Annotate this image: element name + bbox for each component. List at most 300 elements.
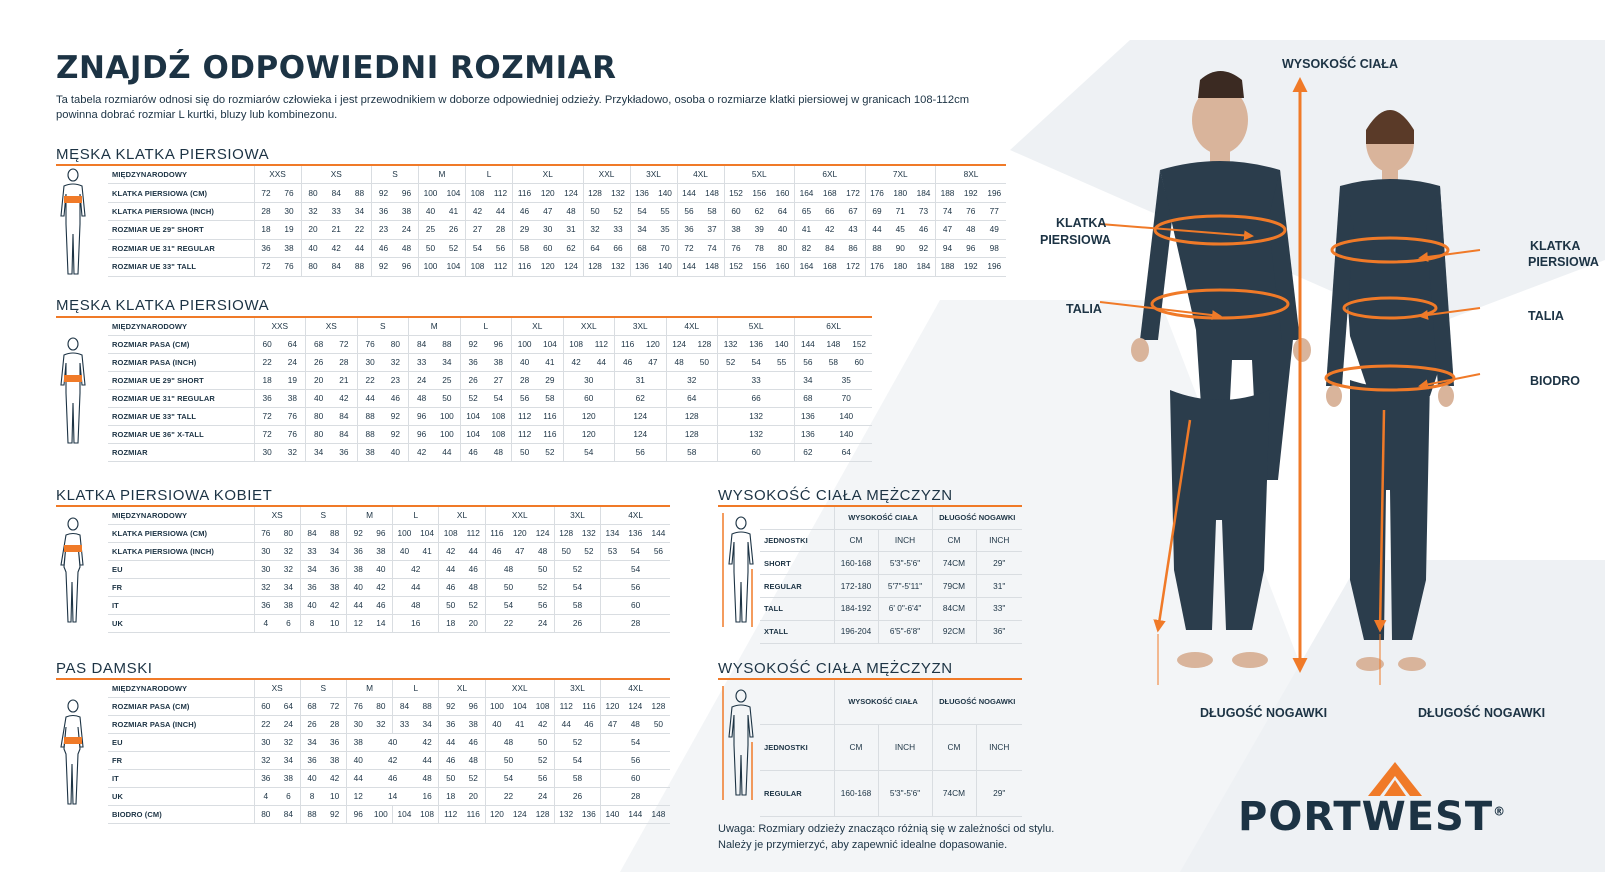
table-cell: 132 — [718, 426, 795, 444]
table-cell: 46 — [383, 390, 409, 408]
table-cell: 42 — [409, 444, 435, 462]
table-cell: 40 — [370, 734, 416, 752]
table-cell: 108 — [466, 184, 490, 202]
table-cell: 108 — [466, 258, 490, 276]
table-cell: 54 — [466, 239, 490, 257]
table-cell: 50 — [512, 444, 538, 462]
row-label: ROZMIAR UE 33" TALL — [108, 408, 254, 426]
table-cell: 31" — [976, 575, 1022, 598]
table-cell: 34 — [306, 444, 332, 462]
table-cell: 48 — [395, 239, 419, 257]
table-row — [56, 354, 872, 372]
row-label: XTALL — [760, 620, 834, 643]
table-cell: 49 — [983, 221, 1007, 239]
table-cell: 34 — [277, 752, 300, 770]
table-cell: 22 — [357, 372, 383, 390]
table-row — [718, 724, 1022, 770]
table-cell: 5'3"-5'6" — [878, 770, 932, 816]
table-cell: 26 — [554, 788, 600, 806]
table-cell: 50 — [439, 597, 462, 615]
table-cell: 132 — [718, 408, 795, 426]
table-cell: 32 — [666, 372, 718, 390]
table-cell: 26 — [442, 221, 466, 239]
table-cell: 148 — [701, 184, 725, 202]
table-cell: 54 — [486, 390, 512, 408]
size-header: S — [357, 318, 409, 336]
table-cell: 16 — [393, 615, 439, 633]
size-header: 5XL — [718, 318, 795, 336]
table-cell: 36 — [254, 239, 278, 257]
table-cell: 48 — [560, 202, 584, 220]
figure-cell — [718, 680, 760, 816]
table-cell: 74CM — [932, 770, 976, 816]
table-cell: 40 — [419, 202, 443, 220]
table-cell: 54 — [601, 734, 670, 752]
table-cell: 92 — [383, 408, 409, 426]
table-cell: 42 — [323, 770, 346, 788]
table-cell: 144 — [677, 184, 701, 202]
table-cell: 54 — [743, 354, 769, 372]
table-cell: 160 — [771, 184, 795, 202]
size-header: XXL — [563, 318, 615, 336]
table-cell: 124 — [624, 698, 647, 716]
table-cell: 6 — [277, 788, 300, 806]
sub-header: JEDNOSTKI — [760, 724, 834, 770]
table-cell: 116 — [462, 806, 485, 824]
table-cell: 152 — [724, 258, 748, 276]
table-row — [718, 770, 1022, 816]
table-cell: 30 — [254, 734, 277, 752]
table-cell: 50 — [419, 239, 443, 257]
table-cell: 55 — [654, 202, 678, 220]
table-cell: 28 — [601, 615, 670, 633]
table-cell: 84 — [277, 806, 300, 824]
table-cell: 44 — [357, 390, 383, 408]
table-cell: 62 — [615, 390, 667, 408]
table-cell: 76 — [724, 239, 748, 257]
size-header: XL — [439, 507, 485, 525]
row-label: ROZMIAR UE 29" SHORT — [108, 221, 254, 239]
table-cell: 42 — [370, 579, 393, 597]
table-cell: 84 — [325, 258, 349, 276]
table-row — [718, 529, 1022, 552]
table-cell: 156 — [748, 258, 772, 276]
group-header: DŁUGOŚĆ NOGAWKI — [932, 680, 1022, 724]
table-cell: 96 — [370, 525, 393, 543]
intro-text: Ta tabela rozmiarów odnosi się do rozmiarów człowieka i jest przewodnikiem w doborze odpowiedniej odzieży. Przykładowo, osoba o rozmiarze klatki piersiowej w granicach 108-112cm powinna dobrać rozmiar L kurtki, bluzy lub kombinezonu. — [56, 94, 970, 121]
table-cell: 18 — [439, 615, 462, 633]
table-cell: 100 — [485, 698, 508, 716]
table-cell: 20 — [301, 221, 325, 239]
table-cell: 30 — [254, 561, 277, 579]
table-cell: 29" — [976, 552, 1022, 575]
table-cell: 112 — [439, 806, 462, 824]
table-cell: 58 — [554, 770, 600, 788]
table-cell: 12 — [346, 788, 369, 806]
size-header: M — [346, 680, 392, 698]
size-header: XXL — [485, 680, 554, 698]
table-cell: 44 — [462, 543, 485, 561]
table-cell: 71 — [889, 202, 913, 220]
table-cell: 128 — [692, 336, 718, 354]
table-cell: 86 — [842, 239, 866, 257]
table-cell: 36 — [372, 202, 396, 220]
table-cell: 19 — [280, 372, 306, 390]
table-cell: 58 — [513, 239, 537, 257]
table-cell: 30 — [254, 543, 277, 561]
table-cell: 39 — [748, 221, 772, 239]
table-row — [56, 221, 1006, 239]
table-cell: 104 — [537, 336, 563, 354]
table-cell: 48 — [624, 716, 647, 734]
table-cell: 78 — [748, 239, 772, 257]
table-cell: 56 — [489, 239, 513, 257]
table-cell: 30 — [563, 372, 615, 390]
table-cell: 96 — [346, 806, 369, 824]
table-cell: 92CM — [932, 620, 976, 643]
table-cell: 72 — [677, 239, 701, 257]
table-cell: 100 — [434, 408, 460, 426]
table-cell: 37 — [701, 221, 725, 239]
row-label: EU — [108, 561, 254, 579]
table-cell: 60 — [254, 698, 277, 716]
table-cell: 18 — [439, 788, 462, 806]
table-cell: 168 — [818, 184, 842, 202]
brand-name: PORTWEST — [1238, 794, 1494, 840]
table-cell: 160-168 — [834, 552, 878, 575]
table-cell: 144 — [624, 806, 647, 824]
table-cell: 52 — [462, 770, 485, 788]
table-cell: 21 — [331, 372, 357, 390]
table-cell: 64 — [280, 336, 306, 354]
table-cell: 48 — [393, 597, 439, 615]
table2-title: MĘSKA KLATKA PIERSIOWA — [56, 297, 270, 314]
size-header: XL — [439, 680, 485, 698]
sub-header: CM — [932, 529, 976, 552]
table-cell: 160-168 — [834, 770, 878, 816]
table-cell: 31 — [560, 221, 584, 239]
table-cell: 176 — [865, 184, 889, 202]
table-cell: 52 — [554, 734, 600, 752]
table-cell: 4 — [254, 615, 277, 633]
row-label: KLATKA PIERSIOWA (INCH) — [108, 202, 254, 220]
table-cell: 104 — [442, 184, 466, 202]
table-cell: 40 — [370, 561, 393, 579]
table-cell: 80 — [771, 239, 795, 257]
header-label: MIĘDZYNARODOWY — [108, 318, 254, 336]
callout-hip-right: BIODRO — [1530, 374, 1580, 388]
table-cell: 40 — [300, 597, 323, 615]
table-cell: 52 — [537, 444, 563, 462]
table-cell: 80 — [301, 184, 325, 202]
size-header: XS — [306, 318, 358, 336]
table-cell: 42 — [439, 543, 462, 561]
table-cell: 74CM — [932, 552, 976, 575]
table-cell: 33 — [607, 221, 631, 239]
table-cell: 112 — [554, 698, 577, 716]
table-cell: 30 — [536, 221, 560, 239]
table-cell: 69 — [865, 202, 889, 220]
table-cell: 128 — [666, 426, 718, 444]
table-cell: 64 — [771, 202, 795, 220]
row-label: ROZMIAR UE 31" REGULAR — [108, 390, 254, 408]
table-cell: 46 — [460, 444, 486, 462]
table-cell: 41 — [416, 543, 439, 561]
table-cell: 50 — [647, 716, 670, 734]
table-cell: 42 — [563, 354, 589, 372]
table-cell: 144 — [647, 525, 670, 543]
male-silhouette-icon — [56, 166, 90, 276]
table-cell: 84 — [300, 525, 323, 543]
table-cell: 128 — [583, 258, 607, 276]
table5-title: WYSOKOŚĆ CIAŁA MĘŻCZYZN — [718, 487, 953, 504]
table-cell: 152 — [724, 184, 748, 202]
size-header: XXL — [583, 166, 630, 184]
table-cell: 172-180 — [834, 575, 878, 598]
table-cell: 36 — [323, 734, 346, 752]
table-cell: 96 — [409, 408, 435, 426]
table-row — [56, 372, 872, 390]
table-cell: 132 — [578, 525, 601, 543]
table-cell: 20 — [462, 788, 485, 806]
blank-cell — [760, 680, 834, 724]
table-cell: 47 — [536, 202, 560, 220]
table-cell: 140 — [654, 258, 678, 276]
table-cell: 62 — [560, 239, 584, 257]
table-cell: 44 — [346, 597, 369, 615]
table-cell: 184-192 — [834, 597, 878, 620]
table-cell: 52 — [578, 543, 601, 561]
table-cell: 28 — [331, 354, 357, 372]
table-cell: 42 — [818, 221, 842, 239]
table-cell: 44 — [434, 444, 460, 462]
table-cell: 44 — [439, 734, 462, 752]
fit-note: Uwaga: Rozmiary odzieży znacząco różnią się w zależności od stylu. Należy je przymierzyć, aby zapewnić idealne dopasowanie. — [718, 823, 1055, 851]
table-cell: 54 — [630, 202, 654, 220]
table-cell: 84 — [331, 408, 357, 426]
table-cell: 4 — [254, 788, 277, 806]
table-cell: 128 — [583, 184, 607, 202]
table-cell: 26 — [554, 615, 600, 633]
table-cell: 44 — [348, 239, 372, 257]
table-cell: 8 — [300, 788, 323, 806]
sub-header: INCH — [976, 529, 1022, 552]
blank-cell — [760, 507, 834, 529]
table-cell: 56 — [512, 390, 538, 408]
table-cell: 46 — [462, 561, 485, 579]
row-label: KLATKA PIERSIOWA (INCH) — [108, 543, 254, 561]
size-header: XL — [513, 166, 584, 184]
table-row — [56, 239, 1006, 257]
table-cell: 28 — [254, 202, 278, 220]
size-header: 4XL — [601, 680, 670, 698]
table-cell: 124 — [615, 426, 667, 444]
table-cell: 5'7"-5'11" — [878, 575, 932, 598]
table-cell: 100 — [512, 336, 538, 354]
table-cell: 38 — [357, 444, 383, 462]
size-header: 4XL — [677, 166, 724, 184]
table-cell: 36 — [460, 354, 486, 372]
mens-height-table-2 — [718, 678, 1022, 817]
table-cell: 66 — [718, 390, 795, 408]
table-cell: 124 — [560, 258, 584, 276]
size-header: S — [300, 507, 346, 525]
table-cell: 192 — [959, 258, 983, 276]
table-cell: 184 — [912, 184, 936, 202]
table-cell: 148 — [701, 258, 725, 276]
table-cell: 22 — [485, 615, 531, 633]
size-header: 3XL — [630, 166, 677, 184]
table-row — [56, 336, 872, 354]
table-cell: 98 — [983, 239, 1007, 257]
table-cell: 116 — [485, 525, 508, 543]
table-cell: 56 — [601, 579, 670, 597]
table-cell: 80 — [277, 525, 300, 543]
table-cell: 36 — [254, 597, 277, 615]
table-cell: 34 — [795, 372, 821, 390]
table-cell: 34 — [300, 734, 323, 752]
table-cell: 120 — [536, 258, 560, 276]
table-cell: 60 — [601, 597, 670, 615]
table-cell: 140 — [821, 426, 873, 444]
table-cell: 48 — [486, 444, 512, 462]
table-cell: 134 — [601, 525, 624, 543]
table-cell: 104 — [393, 806, 416, 824]
table-cell: 36 — [254, 770, 277, 788]
size-header: 3XL — [615, 318, 667, 336]
group-header: DŁUGOŚĆ NOGAWKI — [932, 507, 1022, 529]
table-row — [56, 202, 1006, 220]
table-cell: 29" — [976, 770, 1022, 816]
size-header: L — [466, 166, 513, 184]
table-row — [56, 258, 1006, 276]
table-cell: 52 — [460, 390, 486, 408]
table-cell: 68 — [300, 698, 323, 716]
table-cell: 64 — [277, 698, 300, 716]
table-cell: 116 — [615, 336, 641, 354]
table-row — [718, 552, 1022, 575]
table-cell: 56 — [601, 752, 670, 770]
table-cell: 76 — [280, 408, 306, 426]
table-cell: 12 — [346, 615, 369, 633]
table-cell: 96 — [395, 258, 419, 276]
table-cell: 168 — [818, 258, 842, 276]
table-cell: 48 — [485, 561, 531, 579]
table-cell: 24 — [280, 354, 306, 372]
table-cell: 96 — [395, 184, 419, 202]
table-cell: 24 — [409, 372, 435, 390]
table-cell: 50 — [485, 752, 531, 770]
row-label: ROZMIAR UE 31" REGULAR — [108, 239, 254, 257]
table-cell: 72 — [254, 426, 280, 444]
row-label: UK — [108, 615, 254, 633]
male-silhouette-icon — [56, 335, 90, 445]
table-cell: 33 — [393, 716, 416, 734]
table-cell: 92 — [372, 258, 396, 276]
row-label: ROZMIAR — [108, 444, 254, 462]
table-cell: 62 — [795, 444, 821, 462]
table-cell: 136 — [630, 184, 654, 202]
womens-chest-table — [56, 505, 670, 633]
table-cell: 32 — [301, 202, 325, 220]
table-cell: 33 — [718, 372, 795, 390]
table-row — [718, 597, 1022, 620]
size-header: 3XL — [554, 507, 600, 525]
table-cell: 50 — [485, 579, 531, 597]
table-cell: 34 — [348, 202, 372, 220]
table-cell: 52 — [607, 202, 631, 220]
table-cell: 48 — [485, 734, 531, 752]
table-cell: 52 — [442, 239, 466, 257]
table-cell: 132 — [607, 184, 631, 202]
table-cell: 42 — [331, 390, 357, 408]
table-cell: 38 — [462, 716, 485, 734]
table-cell: 47 — [601, 716, 624, 734]
table-cell: 76 — [959, 202, 983, 220]
table-cell: 77 — [983, 202, 1007, 220]
size-header: 7XL — [865, 166, 936, 184]
table-cell: 79CM — [932, 575, 976, 598]
table-cell: 76 — [357, 336, 383, 354]
table-cell: 48 — [462, 752, 485, 770]
table-cell: 56 — [677, 202, 701, 220]
table-cell: 80 — [301, 258, 325, 276]
table-cell: 27 — [466, 221, 490, 239]
table-cell: 46 — [578, 716, 601, 734]
row-label: ROZMIAR PASA (INCH) — [108, 716, 254, 734]
table-row — [56, 597, 670, 615]
table-cell: 46 — [462, 734, 485, 752]
table-cell: 58 — [821, 354, 847, 372]
table-cell: 46 — [439, 752, 462, 770]
table-cell: 23 — [383, 372, 409, 390]
page-title: ZNAJDŹ ODPOWIEDNI ROZMIAR — [56, 50, 617, 86]
table-cell: 10 — [323, 788, 346, 806]
size-header: S — [300, 680, 346, 698]
table-cell: 34 — [416, 716, 439, 734]
table-cell: 52 — [462, 597, 485, 615]
row-label: ROZMIAR PASA (CM) — [108, 698, 254, 716]
table-cell: 32 — [277, 543, 300, 561]
table-cell: 46 — [372, 239, 396, 257]
table-cell: 104 — [508, 698, 531, 716]
row-label: ROZMIAR UE 36" X-TALL — [108, 426, 254, 444]
table-cell: 136 — [624, 525, 647, 543]
size-header: XXL — [485, 507, 554, 525]
row-label: FR — [108, 579, 254, 597]
table-cell: 116 — [513, 184, 537, 202]
table-cell: 68 — [306, 336, 332, 354]
table-cell: 29 — [537, 372, 563, 390]
table-cell: 31 — [615, 372, 667, 390]
table-cell: 32 — [254, 752, 277, 770]
table-cell: 92 — [912, 239, 936, 257]
table-cell: 38 — [486, 354, 512, 372]
table-cell: 50 — [583, 202, 607, 220]
table-cell: 40 — [300, 770, 323, 788]
callout-chest-right-2: PIERSIOWA — [1528, 255, 1599, 269]
callout-chest-right-1: KLATKA — [1530, 239, 1581, 253]
table-cell: 116 — [513, 258, 537, 276]
table-cell: 40 — [771, 221, 795, 239]
table-cell: 34 — [434, 354, 460, 372]
table-cell: 136 — [630, 258, 654, 276]
table-cell: 180 — [889, 258, 913, 276]
table-cell: 50 — [692, 354, 718, 372]
table-cell: 132 — [718, 336, 744, 354]
table-cell: 76 — [254, 525, 277, 543]
table-cell: 124 — [560, 184, 584, 202]
